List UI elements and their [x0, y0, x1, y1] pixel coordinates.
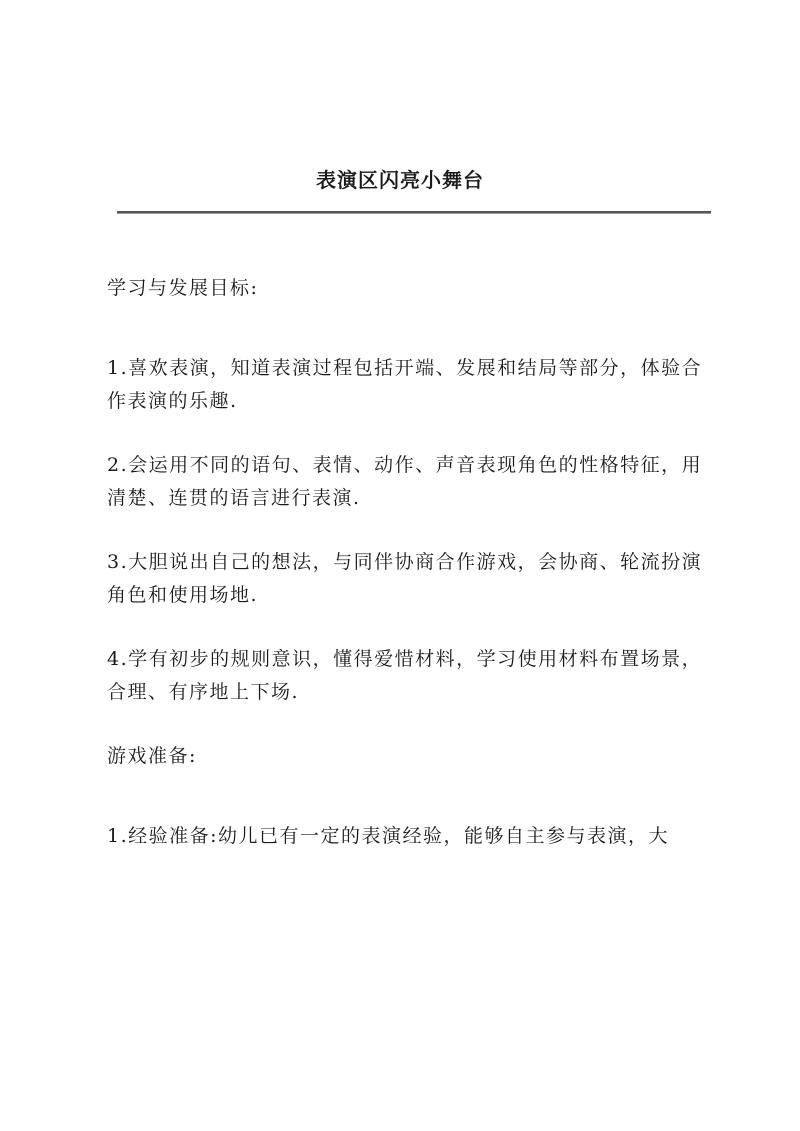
- title-divider: [117, 211, 711, 214]
- preparation-item-1: 1.经验准备:幼儿已有一定的表演经验，能够自主参与表演，大: [107, 825, 670, 847]
- section-heading-preparation: 游戏准备:: [107, 745, 197, 767]
- document-body: [107, 272, 711, 884]
- goal-item-4: 4.学有初步的规则意识，懂得爱惜材料，学习使用材料布置场景，合理、有序地上下场.: [107, 648, 703, 703]
- document-title: 表演区闪亮小舞台: [316, 168, 484, 192]
- section-heading-goals: 学习与发展目标:: [107, 277, 259, 299]
- goal-item-2: 2.会运用不同的语句、表情、动作、声音表现角色的性格特征，用清楚、连贯的语言进行表演.: [107, 454, 703, 509]
- goal-item-1: 1.喜欢表演，知道表演过程包括开端、发展和结局等部分，体验合作表演的乐趣.: [107, 357, 703, 412]
- goal-item-3: 3.大胆说出自己的想法，与同伴协商合作游戏，会协商、轮流扮演角色和使用场地.: [107, 551, 703, 606]
